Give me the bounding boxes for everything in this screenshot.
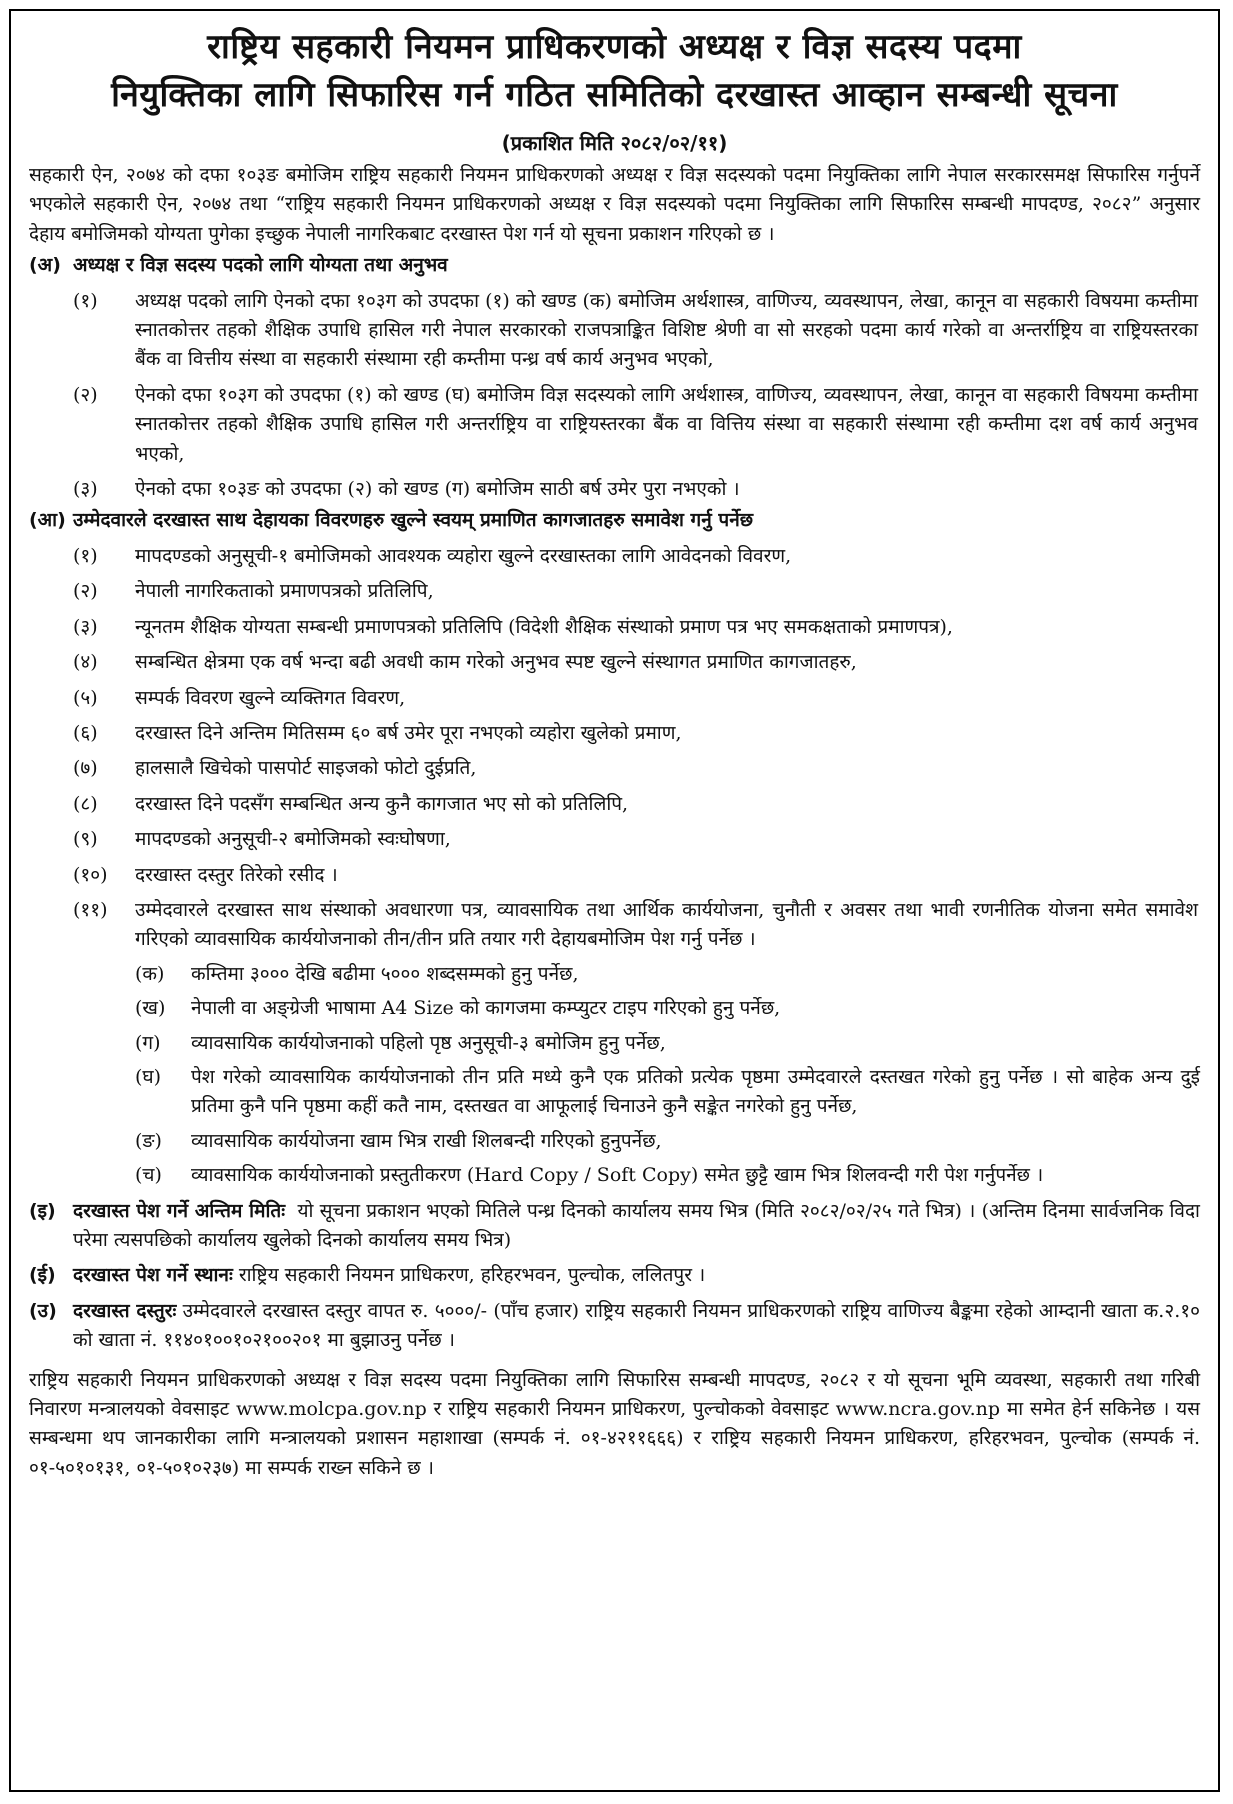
- sub-list-item: [29, 994, 1200, 1023]
- list-item: [29, 719, 1200, 748]
- item-text: नेपाली नागरिकताको प्रमाणपत्रको प्रतिलिपि,: [135, 580, 434, 603]
- list-item: [29, 475, 1200, 504]
- section-a-header: [29, 251, 1200, 280]
- item-number: (१): [73, 544, 98, 567]
- item-number: (७): [73, 757, 98, 780]
- list-item: [29, 790, 1200, 819]
- list-item: [29, 825, 1200, 854]
- section-i: [29, 1197, 1200, 1256]
- section-a-marker: (अ): [29, 254, 61, 277]
- list-item: [29, 861, 1200, 890]
- item-text: दरखास्त दिने पदसँग सम्बन्धित अन्य कुनै कागजात भए सो को प्रतिलिपि,: [135, 792, 629, 815]
- item-number: (१): [73, 289, 98, 312]
- item-text: अध्यक्ष पदको लागि ऐनको दफा १०३ग को उपदफा (१) को खण्ड (क) बमोजिम अर्थशास्त्र, वाणिज्य, व्यवस्थापन, लेखा, कानून वा सहकारी विषयमा कम्तीमा स्नातकोत्तर तहको शैक्षिक उपाधि हासिल गरी नेपाल सरकारको राजपत्राङ्कित विशिष्ट श्रेणी वा सो सरहको पदमा कार्य गरेको वा अन्तर्राष्ट्रिय वा राष्ट्रियस्तरका बैंक वा वित्तीय संस्था वा सहकारी संस्थामा रही कम्तीमा पन्ध्र वर्ष कार्य अनुभव भएको,: [135, 289, 1198, 371]
- section-i-marker: (इ): [29, 1199, 56, 1222]
- item-text: दरखास्त दस्तुर तिरेको रसीद ।: [135, 863, 338, 886]
- section-aa-marker: (आ): [29, 509, 66, 532]
- sub-item-letter: (ग): [135, 1031, 161, 1054]
- sub-item-text: व्यावसायिक कार्ययोजनाको प्रस्तुतीकरण (Hard Copy / Soft Copy) समेत छुट्टै खाम भित्र शिलवन्दी गरी पेश गर्नुपर्नेछ ।: [191, 1164, 1044, 1187]
- section-i-heading: दरखास्त पेश गर्ने अन्तिम मितिः: [73, 1199, 286, 1222]
- section-u: [29, 1297, 1200, 1356]
- section-a-heading: अध्यक्ष र विज्ञ सदस्य पदको लागि योग्यता तथा अनुभव: [73, 254, 448, 277]
- list-item: [29, 896, 1200, 955]
- item-number: (८): [73, 792, 98, 815]
- list-item: [29, 381, 1200, 469]
- sub-item-text: कम्तिमा ३००० देखि बढीमा ५००० शब्दसम्मको हुनु पर्नेछ,: [191, 962, 579, 985]
- intro-paragraph: सहकारी ऐन, २०७४ को दफा १०३ङ बमोजिम राष्ट्रिय सहकारी नियमन प्राधिकरणको अध्यक्ष र विज्ञ सदस्यको पदमा नियुक्तिका लागि नेपाल सरकारसमक्ष सिफारिस गर्नुपर्ने भएकोले सहकारी ऐन, २०७४ तथा “राष्ट्रिय सहकारी नियमन प्राधिकरणको अध्यक्ष र विज्ञ सदस्यको पदमा नियुक्तिका लागि सिफारिस सम्बन्धी मापदण्ड, २०८२” अनुसार देहाय बमोजिमको योग्यता पुगेका इच्छुक नेपाली नागरिकबाट दरखास्त पेश गर्न यो सूचना प्रकाशन गरिएको छ ।: [29, 164, 1200, 245]
- sub-item-letter: (ख): [135, 997, 166, 1020]
- item-number: (९): [73, 828, 98, 851]
- list-item: [29, 613, 1200, 642]
- sub-item-letter: (ङ): [135, 1129, 162, 1152]
- section-ii-body: [73, 1261, 1200, 1290]
- footer-paragraph: राष्ट्रिय सहकारी नियमन प्राधिकरणको अध्यक्ष र विज्ञ सदस्य पदमा नियुक्तिका लागि सिफारिस सम्बन्धी मापदण्ड, २०८२ र यो सूचना भूमि व्यवस्था, सहकारी तथा गरिबी निवारण मन्त्रालयको वेवसाइट www.molcpa.gov.np र राष्ट्रिय सहकारी नियमन प्राधिकरण, पुल्चोकको वेवसाइट www.ncra.gov.np मा समेत हेर्न सकिनेछ । यस सम्बन्धमा थप जानकारीका लागि मन्त्रालयको प्रशासन महाशाखा (सम्पर्क नं. ०१-४२११६६६) र राष्ट्रिय सहकारी नियमन प्राधिकरण, हरिहरभवन, पुल्चोक (सम्पर्क नं. ०१-५०१०१३१, ०१-५०१०२३७) मा सम्पर्क राख्न सकिने छ ।: [29, 1368, 1200, 1479]
- notice-page: [9, 9, 1220, 1792]
- section-ii-heading: दरखास्त पेश गर्ने स्थानः: [73, 1264, 233, 1287]
- section-u-heading: दरखास्त दस्तुरः: [73, 1299, 177, 1322]
- section-u-text: उम्मेदवारले दरखास्त दस्तुर वापत रु. ५०००/- (पाँच हजार) राष्ट्रिय सहकारी नियमन प्राधिकरणको राष्ट्रिय वाणिज्य बैङ्कमा रहेको आम्दानी खाता क.२.१० को खाता नं. ११४०१००१०२१००२०१ मा बुझाउनु पर्नेछ ।: [73, 1299, 1200, 1352]
- notice-title: [29, 23, 1200, 119]
- item-number: (४): [73, 651, 98, 674]
- sub-item-letter: (च): [135, 1164, 162, 1187]
- publish-date: (प्रकाशित मिति २०८२/०२/११): [501, 131, 728, 155]
- item-number: (११): [73, 898, 108, 921]
- item-number: (३): [73, 478, 98, 501]
- item-text: दरखास्त दिने अन्तिम मितिसम्म ६० बर्ष उमेर पूरा नभएको व्यहोरा खुलेको प्रमाण,: [135, 721, 682, 744]
- item-text: मापदण्डको अनुसूची-१ बमोजिमको आवश्यक व्यहोरा खुल्ने दरखास्तका लागि आवेदनको विवरण,: [135, 544, 792, 567]
- section-i-body: [73, 1197, 1200, 1256]
- list-item: [29, 648, 1200, 677]
- item-text: सम्बन्धित क्षेत्रमा एक वर्ष भन्दा बढी अवधी काम गरेको अनुभव स्पष्ट खुल्ने संस्थागत प्रमाणित कागजातहरु,: [135, 651, 857, 674]
- section-ii-marker: (ई): [29, 1264, 56, 1287]
- item-number: (६): [73, 721, 98, 744]
- section-aa-heading: उम्मेदवारले दरखास्त साथ देहायका विवरणहरु खुल्ने स्वयम् प्रमाणित कागजातहरु समावेश गर्नु पर्नेछ: [73, 509, 754, 532]
- item-text: न्यूनतम शैक्षिक योग्यता सम्बन्धी प्रमाणपत्रको प्रतिलिपि (विदेशी शैक्षिक संस्थाको प्रमाण पत्र भए समकक्षताको प्रमाणपत्र),: [135, 615, 953, 638]
- item-text: ऐनको दफा १०३ङ को उपदफा (२) को खण्ड (ग) बमोजिम साठी बर्ष उमेर पुरा नभएको ।: [135, 478, 740, 501]
- item-number: (५): [73, 686, 98, 709]
- list-item: [29, 542, 1200, 571]
- item-number: (१०): [73, 863, 108, 886]
- item-number: (३): [73, 615, 98, 638]
- sub-list-item: [29, 960, 1200, 989]
- sub-item-text: नेपाली वा अङ्ग्रेजी भाषामा A4 Size को कागजमा कम्प्युटर टाइप गरिएको हुनु पर्नेछ,: [191, 997, 781, 1020]
- item-text: ऐनको दफा १०३ग को उपदफा (१) को खण्ड (घ) बमोजिम विज्ञ सदस्यको लागि अर्थशास्त्र, वाणिज्य, व्यवस्थापन, लेखा, कानून वा सहकारी विषयमा कम्तीमा स्नातकोत्तर तहको शैक्षिक उपाधि हासिल गरी अन्तर्राष्ट्रिय वा राष्ट्रियस्तरका बैंक वा वित्तिय संस्था वा सहकारी संस्थामा रही कम्तीमा दश वर्ष कार्य अनुभव भएको,: [135, 383, 1198, 465]
- sub-item-text: पेश गरेको व्यावसायिक कार्ययोजनाको तीन प्रति मध्ये कुनै एक प्रतिको प्रत्येक पृष्ठमा उम्मेदवारले दस्तखत गरेको हुनु पर्नेछ । सो बाहेक अन्य दुई प्रतिमा कुनै पनि पृष्ठमा कहीं कतै नाम, दस्तखत वा आफूलाई चिनाउने कुनै सङ्केत नगरेको हुनु पर्नेछ,: [191, 1065, 1200, 1118]
- sub-item-text: व्यावसायिक कार्ययोजनाको पहिलो पृष्ठ अनुसूची-३ बमोजिम हुनु पर्नेछ,: [191, 1031, 666, 1054]
- item-text: मापदण्डको अनुसूची-२ बमोजिमको स्वःघोषणा,: [135, 828, 451, 851]
- item-number: (२): [73, 580, 98, 603]
- sub-list-item: [29, 1127, 1200, 1156]
- sub-item-letter: (क): [135, 962, 165, 985]
- list-item: [29, 684, 1200, 713]
- item-text: सम्पर्क विवरण खुल्ने व्यक्तिगत विवरण,: [135, 686, 406, 709]
- section-u-body: [73, 1297, 1200, 1356]
- sub-list-item: [29, 1029, 1200, 1058]
- section-i-text: यो सूचना प्रकाशन भएको मितिले पन्ध्र दिनको कार्यालय समय भित्र (मिति २०८२/०२/२५ गते भित्र) । (अन्तिम दिनमा सार्वजनिक विदा परेमा त्यसपछिको कार्यालय खुलेको दिनको कार्यालय समय भित्र): [73, 1199, 1200, 1251]
- section-aa-header: [29, 506, 1200, 535]
- section-ii: [29, 1261, 1200, 1290]
- list-item: [29, 287, 1200, 375]
- title-line-2: नियुक्तिका लागि सिफारिस गर्न गठित समितिको दरखास्त आव्हान सम्बन्धी सूचना: [111, 75, 1118, 115]
- section-ii-text: राष्ट्रिय सहकारी नियमन प्राधिकरण, हरिहरभवन, पुल्चोक, ललितपुर ।: [238, 1264, 706, 1287]
- sub-item-letter: (घ): [135, 1065, 162, 1088]
- sub-list-item: [29, 1063, 1200, 1122]
- list-item: [29, 577, 1200, 606]
- list-item: [29, 754, 1200, 783]
- sub-list-item: [29, 1161, 1200, 1190]
- title-line-1: राष्ट्रिय सहकारी नियमन प्राधिकरणको अध्यक्ष र विज्ञ सदस्य पदमा: [207, 27, 1022, 67]
- sub-item-text: व्यावसायिक कार्ययोजना खाम भित्र राखी शिलबन्दी गरिएको हुनुपर्नेछ,: [191, 1129, 662, 1152]
- section-u-marker: (उ): [29, 1299, 57, 1322]
- item-text: हालसालै खिचेको पासपोर्ट साइजको फोटो दुईप्रति,: [135, 757, 477, 780]
- item-text: उम्मेदवारले दरखास्त साथ संस्थाको अवधारणा पत्र, व्यावसायिक तथा आर्थिक कार्ययोजना, चुनौती र अवसर तथा भावी रणनीतिक योजना समेत समावेश गरिएको व्यावसायिक कार्ययोजनाको तीन/तीन प्रति तयार गरी देहायबमोजिम पेश गर्नु पर्नेछ ।: [135, 898, 1198, 951]
- item-number: (२): [73, 383, 98, 406]
